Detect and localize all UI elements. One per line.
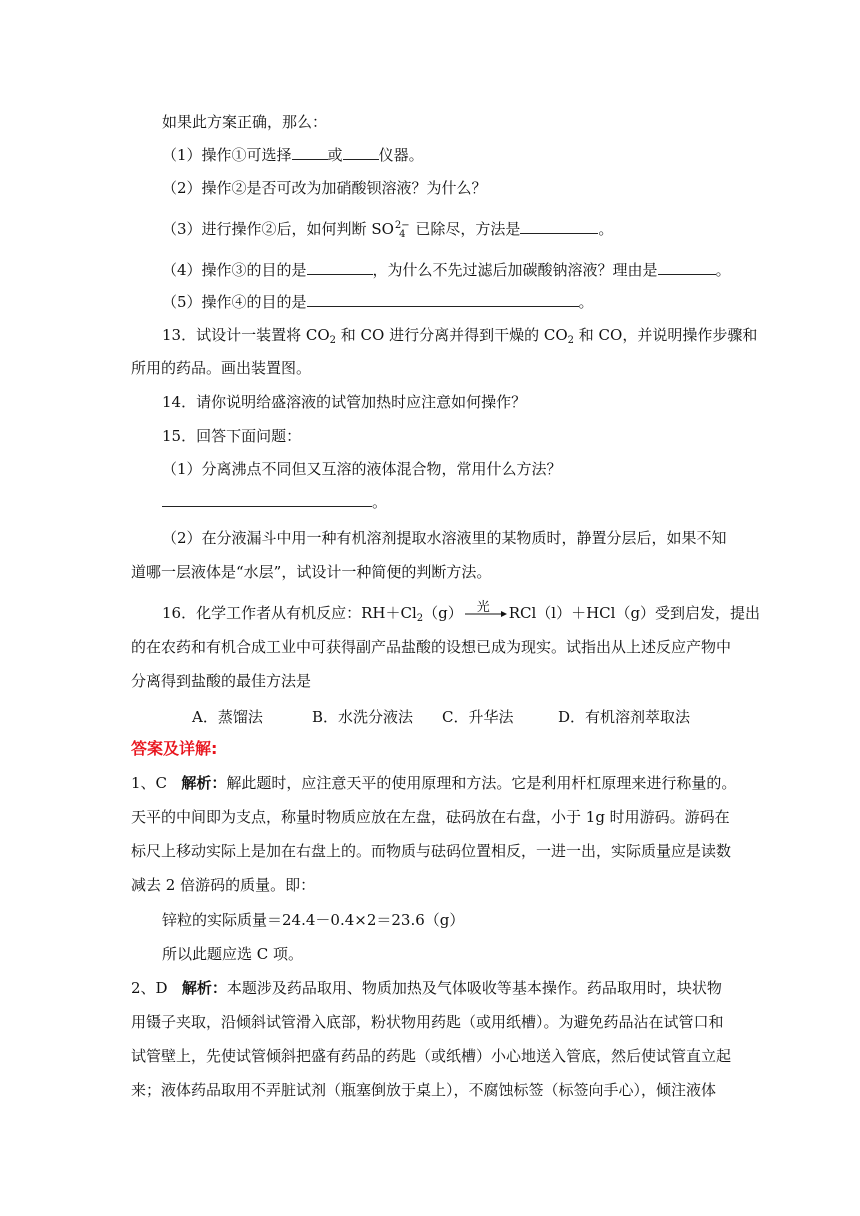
intro-text: 如果此方案正确，那么： [162, 113, 328, 131]
q12-part2: （2）操作②是否可改为加硝酸钡溶液？为什么？ [162, 179, 487, 197]
q13-line2: 所用的药品。画出装置图。 [131, 359, 312, 377]
option-a: A．蒸馏法 [192, 708, 263, 726]
q15-part2-line1: （2）在分液漏斗中用一种有机溶剂提取水溶液里的某物质时，静置分层后，如果不知 [162, 529, 727, 547]
answer2-line4: 来；液体药品取用不弄脏试剂（瓶塞倒放于桌上），不腐蚀标签（标签向手心），倾注液体 [131, 1081, 717, 1099]
answer2-line1: 2、D 解析：本题涉及药品取用、物质加热及气体吸收等基本操作。药品取用时，块状物 [131, 979, 722, 997]
sulfate-ion-scripts: 2− 4 [394, 220, 410, 240]
answer1-line1: 1、C 解析：解此题时，应注意天平的使用原理和方法。它是利用杆杠原理来进行称量的。 [131, 774, 737, 792]
blank-line [307, 260, 373, 275]
q13-line1: 13．试设计一装置将 $CO_2$ 和 CO 进行分离并得到干燥的 $CO_2$ 和 CO，并说明操作步骤和 [162, 326, 758, 346]
blank-line [658, 260, 716, 275]
reaction-arrow-icon: 光 [465, 604, 507, 624]
q15-part2-line2: 道哪一层液体是“水层”，试设计一种简便的判断方法。 [131, 563, 492, 581]
q16-line3: 分离得到盐酸的最佳方法是 [131, 672, 312, 690]
blank-line [307, 292, 579, 307]
blank-line [162, 492, 372, 507]
option-c: C．升华法 [442, 708, 514, 726]
answer2-line3: 试管壁上，先使试管倾斜把盛有药品的药匙（或纸槽）小心地送入管底，然后使试管直立起 [131, 1047, 732, 1065]
q12-part1: （1）操作①可选择 或 仪器。 [162, 146, 424, 164]
q12-part5: （5）操作④的目的是 。 [162, 293, 594, 311]
option-d: D．有机溶剂萃取法 [558, 708, 691, 726]
q12-part3: （3）进行操作②后，如何判断 SO 2− 4 已除尽，方法是 。 [162, 220, 614, 240]
answer1-line6: 所以此题应选 C 项。 [162, 945, 304, 963]
answer2-line2: 用镊子夹取，沿倾斜试管滑入底部，粉状物用药匙（或用纸槽）。为避免药品沾在试管口和 [131, 1013, 724, 1031]
blank-line [292, 145, 328, 160]
option-b: B．水洗分液法 [312, 708, 414, 726]
answer1-line4: 减去 2 倍游码的质量。即： [131, 876, 316, 894]
answer1-line3: 标尺上移动实际上是加在右盘上的。而物质与砝码位置相反，一进一出，实际质量应是读数 [131, 842, 732, 860]
answer1-line2: 天平的中间即为支点，称量时物质应放在左盘，砝码放在右盘，小于 1g 时用游码。游码在 [131, 808, 730, 826]
q15-title: 15．回答下面问题： [162, 427, 302, 445]
q12-part4: （4）操作③的目的是 ，为什么不先过滤后加碳酸钠溶液？理由是 。 [162, 261, 731, 279]
blank-line [520, 219, 598, 234]
q16-line2: 的在农药和有机合成工业中可获得副产品盐酸的设想已成为现实。试指出从上述反应产物中 [131, 638, 732, 656]
q15-part1: （1）分离沸点不同但又互溶的液体混合物，常用什么方法？ [162, 460, 562, 478]
answers-heading: 答案及详解: [131, 739, 218, 758]
q15-part1-answer: 。 [162, 492, 387, 512]
answer1-line5: 锌粒的实际质量＝24.4－0.4×2＝23.6（g） [162, 911, 465, 929]
q14-text: 14．请你说明给盛溶液的试管加热时应注意如何操作？ [162, 393, 527, 411]
q16-line1: 16．化学工作者从有机反应：$RH+Cl_2(g)$ 光 RCl（l）＋HCl（g）受到启发，提出 [162, 600, 761, 624]
blank-line [343, 145, 379, 160]
